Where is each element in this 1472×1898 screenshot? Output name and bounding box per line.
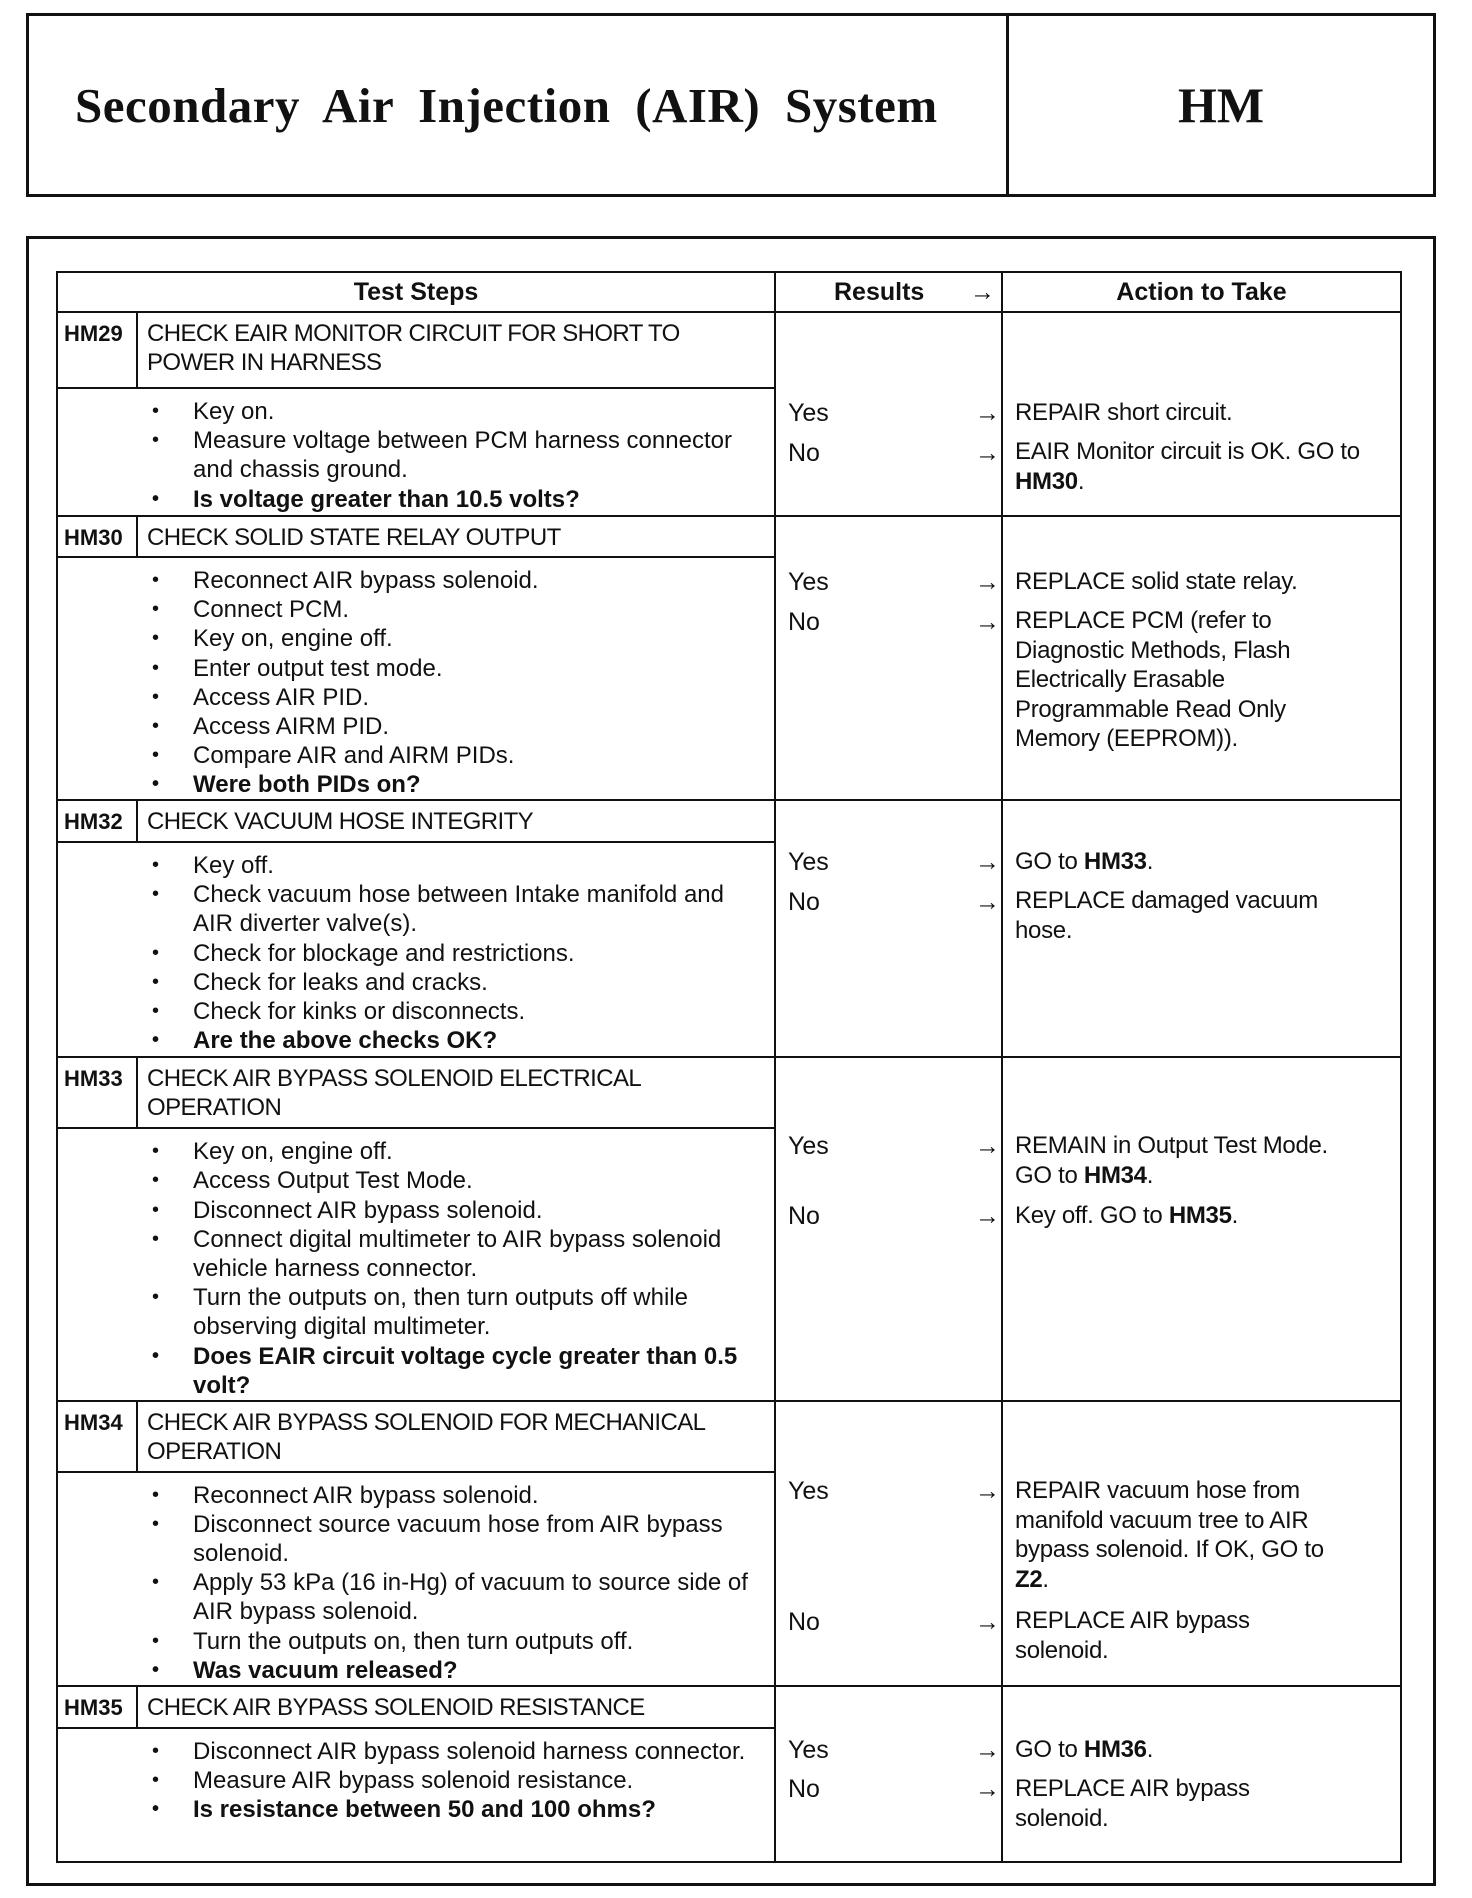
steps-cell — [58, 1058, 776, 1400]
page-title: Secondary Air Injection (AIR) System — [75, 77, 938, 133]
action-yes: REPAIR short circuit. — [1015, 399, 1233, 426]
step-head — [58, 1402, 774, 1473]
list-item: • Turn the outputs on, then turn outputs off while observing digital multimeter. — [152, 1284, 688, 1341]
step-head — [58, 517, 774, 558]
test-steps-table — [56, 271, 1402, 1863]
action-no: REPLACE PCM (refer to Diagnostic Methods, Flash Electrically Erasable Programmable Read Only Memory (EEPROM)). — [1015, 607, 1291, 752]
arrow-icon: → — [975, 399, 1000, 427]
list-item: • Check for kinks or disconnects. — [152, 998, 526, 1026]
action-yes: GO to HM33. — [1015, 848, 1154, 875]
steps-cell — [58, 1402, 776, 1685]
results-cell — [776, 517, 1003, 799]
list-item: • Key on. — [152, 398, 275, 425]
arrow-icon: → — [975, 608, 1000, 636]
action-no: EAIR Monitor circuit is OK. GO to HM30. — [1015, 438, 1360, 495]
step-bullets — [58, 558, 774, 800]
step-id: HM30 — [58, 517, 138, 556]
arrow-icon: → — [975, 1775, 1000, 1803]
step-head — [58, 1058, 774, 1129]
table-row-hm30 — [58, 517, 1400, 801]
arrow-icon: → — [975, 848, 1000, 876]
result-no: No → — [788, 888, 1000, 916]
list-item: • Disconnect AIR bypass solenoid. — [152, 1196, 543, 1224]
results-cell — [776, 313, 1003, 515]
table-header-row — [58, 273, 1400, 313]
step-bullets — [58, 1473, 774, 1685]
result-no: No → — [788, 1775, 1000, 1803]
step-id: HM32 — [58, 801, 138, 841]
step-title: CHECK AIR BYPASS SOLENOID ELECTRICAL OPERATION — [147, 1065, 641, 1121]
result-yes: Yes → — [788, 848, 1000, 876]
list-item: • Access Output Test Mode. — [152, 1167, 473, 1195]
header-arrow-icon: → — [970, 277, 995, 306]
list-item: • Enter output test mode. — [152, 654, 443, 682]
list-item: • Reconnect AIR bypass solenoid. — [152, 567, 539, 594]
section-code-cell — [1009, 16, 1433, 194]
action-no: Key off. GO to HM35. — [1015, 1202, 1239, 1229]
action-no: REPLACE AIR bypass solenoid. — [1015, 1775, 1250, 1832]
list-item: • Key off. — [152, 852, 274, 879]
section-code: HM — [1177, 77, 1265, 133]
result-no: No → — [788, 439, 1000, 467]
list-item: • Connect PCM. — [152, 596, 350, 624]
action-cell — [1003, 801, 1400, 1056]
step-title: CHECK AIR BYPASS SOLENOID FOR MECHANICAL OPERATION — [147, 1409, 705, 1465]
table-row-hm32 — [58, 801, 1400, 1058]
results-cell — [776, 1058, 1003, 1400]
table-row-hm35 — [58, 1687, 1400, 1863]
list-item: • Connect digital multimeter to AIR bypass solenoid vehicle harness connector. — [152, 1225, 722, 1282]
steps-cell — [58, 801, 776, 1056]
list-item: • Key on, engine off. — [152, 1138, 393, 1166]
table-row-hm33 — [58, 1058, 1400, 1402]
header-results — [776, 273, 1003, 311]
arrow-icon: → — [975, 1132, 1000, 1160]
list-item: • Key on, engine off. — [152, 625, 393, 653]
step-title: CHECK AIR BYPASS SOLENOID RESISTANCE — [147, 1694, 645, 1721]
list-item: • Disconnect AIR bypass solenoid harness connector. — [152, 1738, 746, 1765]
page-header — [26, 13, 1436, 197]
list-item: • Compare AIR and AIRM PIDs. — [152, 742, 515, 770]
action-yes: REPLACE solid state relay. — [1015, 568, 1298, 595]
steps-cell — [58, 313, 776, 515]
list-item: • Access AIRM PID. — [152, 713, 390, 741]
results-cell — [776, 1687, 1003, 1863]
step-head — [58, 313, 774, 389]
action-cell — [1003, 517, 1400, 799]
action-yes: GO to HM36. — [1015, 1736, 1154, 1763]
result-no: No → — [788, 1608, 1000, 1636]
action-cell — [1003, 1687, 1400, 1863]
action-no: REPLACE damaged vacuum hose. — [1015, 887, 1318, 944]
title-cell — [29, 16, 1009, 194]
step-bullets — [58, 389, 774, 514]
list-item: • Measure AIR bypass solenoid resistance. — [152, 1767, 634, 1795]
step-bullets — [58, 1729, 774, 1825]
list-item: • Check vacuum hose between Intake manifold and AIR diverter valve(s). — [152, 881, 724, 938]
table-row-hm29 — [58, 313, 1400, 517]
list-item: • Apply 53 kPa (16 in-Hg) of vacuum to source side of AIR bypass solenoid. — [152, 1569, 748, 1626]
action-yes: REMAIN in Output Test Mode. GO to HM34. — [1015, 1132, 1328, 1189]
step-head — [58, 1687, 774, 1729]
list-item: • Check for blockage and restrictions. — [152, 939, 575, 967]
step-bullets — [58, 1129, 774, 1400]
arrow-icon: → — [975, 1477, 1000, 1505]
list-item: • Check for leaks and cracks. — [152, 968, 488, 996]
step-head — [58, 801, 774, 843]
list-item: • Turn the outputs on, then turn outputs off. — [152, 1627, 634, 1655]
step-title: CHECK VACUUM HOSE INTEGRITY — [147, 808, 534, 835]
step-bullets — [58, 843, 774, 1055]
table-row-hm34 — [58, 1402, 1400, 1687]
header-test-steps: Test Steps — [58, 273, 776, 311]
results-cell — [776, 1402, 1003, 1685]
steps-cell — [58, 517, 776, 799]
header-action: Action to Take — [1116, 277, 1287, 306]
step-id: HM33 — [58, 1058, 138, 1127]
result-no: No → — [788, 1202, 1000, 1230]
step-id: HM34 — [58, 1402, 138, 1471]
step-question: • Does EAIR circuit voltage cycle greater than 0.5 volt? — [152, 1342, 738, 1399]
action-yes: REPAIR vacuum hose from manifold vacuum tree to AIR bypass solenoid. If OK, GO to Z2. — [1015, 1477, 1324, 1593]
header-results-label: Results — [834, 277, 925, 306]
action-no: REPLACE AIR bypass solenoid. — [1015, 1607, 1250, 1664]
step-question: • Were both PIDs on? — [152, 771, 421, 799]
result-yes: Yes → — [788, 1132, 1000, 1160]
action-cell — [1003, 1402, 1400, 1685]
step-question: • Is voltage greater than 10.5 volts? — [152, 485, 580, 513]
list-item: • Access AIR PID. — [152, 683, 370, 711]
list-item: • Measure voltage between PCM harness connector and chassis ground. — [152, 427, 732, 484]
arrow-icon: → — [975, 568, 1000, 596]
step-id: HM35 — [58, 1687, 138, 1727]
steps-cell — [58, 1687, 776, 1863]
result-yes: Yes → — [788, 568, 1000, 596]
arrow-icon: → — [975, 1736, 1000, 1764]
action-cell — [1003, 1058, 1400, 1400]
arrow-icon: → — [975, 888, 1000, 916]
arrow-icon: → — [975, 1202, 1000, 1230]
arrow-icon: → — [975, 439, 1000, 467]
result-no: No → — [788, 608, 1000, 636]
result-yes: Yes → — [788, 399, 1000, 427]
step-title: CHECK SOLID STATE RELAY OUTPUT — [147, 524, 561, 551]
list-item: • Disconnect source vacuum hose from AIR bypass solenoid. — [152, 1510, 723, 1567]
results-cell — [776, 801, 1003, 1056]
result-yes: Yes → — [788, 1736, 1000, 1764]
step-question: • Are the above checks OK? — [152, 1027, 498, 1055]
action-cell — [1003, 313, 1400, 515]
step-question: • Was vacuum released? — [152, 1656, 458, 1684]
step-id: HM29 — [58, 313, 138, 387]
result-yes: Yes → — [788, 1477, 1000, 1505]
step-title: CHECK EAIR MONITOR CIRCUIT FOR SHORT TO POWER IN HARNESS — [147, 320, 680, 376]
arrow-icon: → — [975, 1608, 1000, 1636]
list-item: • Reconnect AIR bypass solenoid. — [152, 1481, 539, 1509]
step-question: • Is resistance between 50 and 100 ohms? — [152, 1796, 656, 1824]
